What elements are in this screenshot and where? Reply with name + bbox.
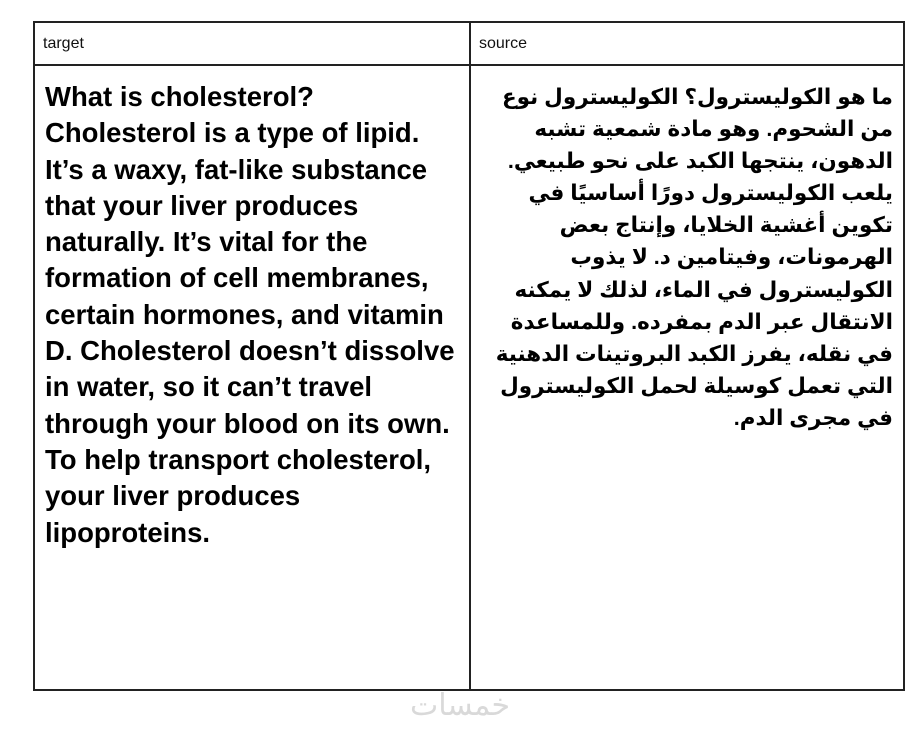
- target-column-header: target: [43, 35, 84, 52]
- translation-table: [33, 21, 905, 691]
- watermark-logo: خمسات: [409, 689, 511, 722]
- source-column-header: source: [479, 35, 528, 52]
- source-text-cell: ما هو الكوليسترول؟ الكوليسترول نوع من الشحوم. وهو مادة شمعية تشبه الدهون، ينتجها الكبد على نحو طبيعي. يلعب الكوليسترول دورًا أساسيًا في تكوين أغشية الخلايا، وإنتاج بعض الهرمونات، وفيتامين د. لا يذوب الكوليسترول في الماء، لذلك لا يمكنه الانتقال عبر الدم بمفرده. وللمساعدة في نقله، يفرز الكبد البروتينات الدهنية التي تعمل كوسيلة لحمل الكوليسترول في مجرى الدم.: [495, 85, 893, 430]
- target-text-cell: What is cholesterol? Cholesterol is a type of lipid. It’s a waxy, fat-like substance that your liver produces naturally. It’s vital for the formation of cell membranes, certain hormones, and vitamin D. Cholesterol doesn’t dissolve in water, so it can’t travel through your blood on its own. To help transport cholesterol, your liver produces lipoproteins.: [45, 81, 455, 548]
- column-divider: [469, 23, 471, 689]
